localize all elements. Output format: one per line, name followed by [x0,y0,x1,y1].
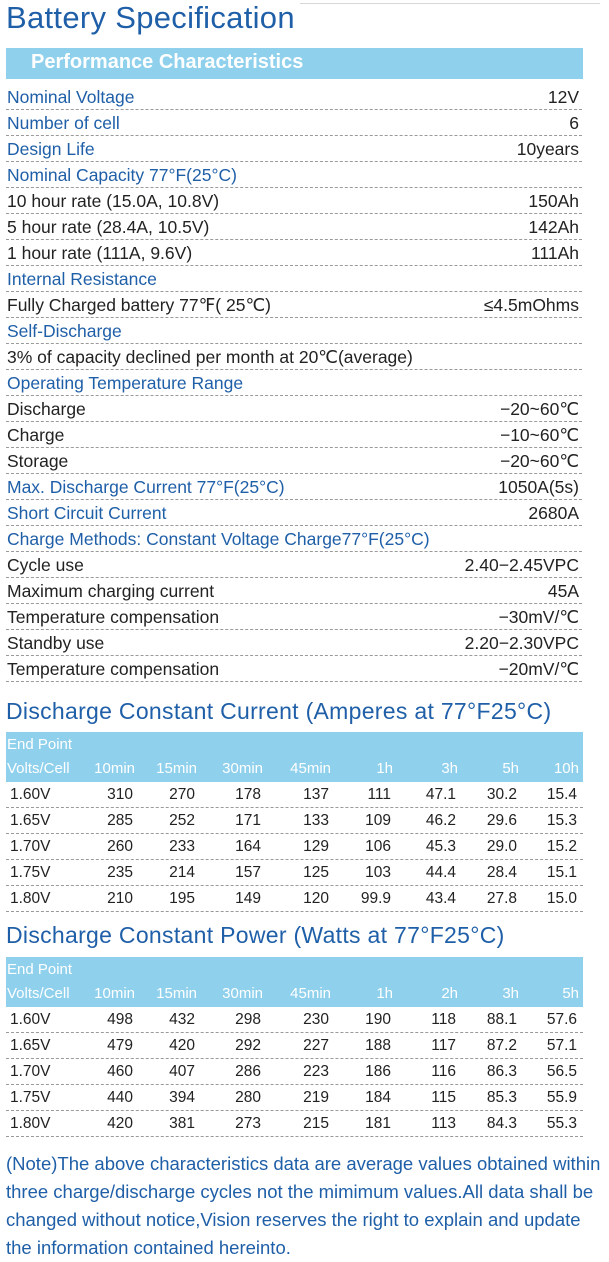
table-cell: 215 [303,1115,329,1132]
table-cell: 15.0 [546,890,577,907]
volts-cell: 1.65V [10,1037,51,1054]
column-header: 2h [441,985,458,1002]
table-cell: 85.3 [486,1089,517,1106]
spec-row [6,448,582,474]
table-row [6,1085,583,1111]
table-cell: 285 [107,812,133,829]
spec-row [6,552,582,578]
column-header: 15min [156,985,197,1002]
table-cell: 44.4 [425,864,456,881]
spec-row [6,630,582,656]
table-cell: 164 [235,838,261,855]
table-cell: 270 [169,786,195,803]
spec-label: Number of cell [7,113,120,133]
end-point-label: End Point [7,961,73,978]
table-cell: 27.8 [486,890,517,907]
spec-value: −20~60℃ [499,451,579,471]
table-cell: 103 [365,864,391,881]
table-cell: 260 [107,838,133,855]
end-point-label: End Point [7,736,73,753]
volts-cell: 1.65V [10,812,51,829]
table-cell: 45.3 [425,838,456,855]
table-cell: 29.6 [486,812,517,829]
spec-label: Temperature compensation [7,607,220,627]
spec-value: −20mV/℃ [498,659,579,679]
table-cell: 252 [169,812,195,829]
spec-value: 45A [547,581,579,601]
table-cell: 47.1 [425,786,456,803]
table-cell: 15.4 [546,786,577,803]
table-cell: 106 [365,838,391,855]
table-cell: 113 [431,1115,456,1132]
spec-row [6,214,582,240]
performance-band-label: Performance Characteristics [31,51,304,73]
table-cell: 115 [431,1089,456,1106]
table-cell: 498 [107,1011,133,1028]
spec-value: 1050A(5s) [498,477,579,497]
volts-cell: 1.80V [10,890,51,907]
spec-row [6,240,582,266]
spec-row [6,110,582,136]
table-cell: 129 [303,838,329,855]
table-cell: 120 [303,890,329,907]
table-cell: 420 [169,1037,195,1054]
table-cell: 56.5 [546,1063,577,1080]
table-cell: 214 [169,864,195,881]
table-row [6,1111,583,1137]
table-cell: 407 [169,1063,195,1080]
table-cell: 227 [303,1037,329,1054]
spec-value: 6 [569,113,579,133]
spec-value: 150Ah [528,191,579,211]
spec-value: −20~60℃ [499,399,579,419]
spec-row [6,500,582,526]
spec-label: Charge [7,425,65,445]
volts-cell: 1.60V [10,1011,51,1028]
page-title: Battery Specification [6,0,295,35]
column-header: 3h [441,760,458,777]
column-header: 45min [290,760,331,777]
table-cell: 87.2 [486,1037,517,1054]
spec-label: Operating Temperature Range [7,373,244,393]
table-cell: 137 [303,786,329,803]
table-cell: 210 [107,890,133,907]
column-header: 45min [290,985,331,1002]
spec-row [6,344,582,370]
spec-label: Max. Discharge Current 77°F(25°C) [7,477,285,497]
table-cell: 29.0 [486,838,517,855]
spec-row [6,656,582,682]
table-cell: 178 [235,786,261,803]
table-cell: 116 [431,1063,456,1080]
spec-row [6,188,582,214]
spec-label: Standby use [7,633,105,653]
table-cell: 117 [431,1037,456,1054]
table-row [6,1059,583,1085]
table-cell: 420 [107,1115,133,1132]
spec-row [6,162,582,188]
table-cell: 223 [303,1063,329,1080]
table-cell: 479 [107,1037,133,1054]
table-cell: 292 [235,1037,261,1054]
spec-label: Maximum charging current [7,581,215,601]
table-cell: 118 [431,1011,456,1028]
spec-row [6,292,582,318]
table-cell: 149 [235,890,261,907]
table-cell: 195 [169,890,195,907]
table-cell: 186 [365,1063,391,1080]
spec-label: Nominal Voltage [7,87,135,107]
volts-cell-label: Volts/Cell [7,985,70,1002]
spec-value: 111Ah [530,243,579,263]
spec-label: Self-Discharge [7,321,122,341]
table-cell: 230 [303,1011,329,1028]
spec-value: 12V [547,87,579,107]
table-row [6,1033,583,1059]
column-header: 10min [94,760,135,777]
table-row [6,1007,583,1033]
spec-label: Discharge [7,399,86,419]
spec-value: 10years [516,139,579,159]
column-header: 10min [94,985,135,1002]
column-header: 10h [553,760,579,777]
table-cell: 460 [107,1063,133,1080]
column-header: 5h [502,760,519,777]
spec-row [6,526,582,552]
performance-band [6,48,583,79]
spec-label: 10 hour rate (15.0A, 10.8V) [7,191,220,211]
spec-row [6,604,582,630]
table-cell: 381 [169,1115,195,1132]
table-cell: 15.1 [546,864,577,881]
spec-label: Nominal Capacity 77°F(25°C) [7,165,237,185]
table-cell: 233 [169,838,195,855]
table-cell: 190 [365,1011,391,1028]
table-cell: 57.1 [546,1037,577,1054]
table-header [6,957,583,1007]
table-cell: 15.2 [546,838,577,855]
table-cell: 109 [365,812,391,829]
table-cell: 273 [235,1115,261,1132]
spec-label: Fully Charged battery 77℉( 25℃) [7,295,271,315]
power-table-title: Discharge Constant Power (Watts at 77°F25°C) [6,922,505,948]
current-table-title: Discharge Constant Current (Amperes at 77°F25°C) [6,698,552,724]
table-cell: 55.3 [546,1115,577,1132]
column-header: 1h [376,760,393,777]
table-cell: 157 [235,864,261,881]
spec-label: 3% of capacity declined per month at 20℃(average) [7,347,413,367]
table-cell: 15.3 [546,812,577,829]
spec-value: 2.20−2.30VPC [464,633,579,653]
table-cell: 440 [107,1089,133,1106]
table-cell: 432 [169,1011,195,1028]
volts-cell: 1.70V [10,838,51,855]
table-row [6,886,583,912]
table-cell: 219 [303,1089,329,1106]
table-cell: 394 [169,1089,195,1106]
spec-value: −30mV/℃ [498,607,579,627]
column-header: 30min [222,985,263,1002]
spec-value: ≤4.5mOhms [483,295,579,315]
spec-label: Temperature compensation [7,659,220,679]
spec-row [6,84,582,110]
table-row [6,808,583,834]
spec-label: Cycle use [7,555,84,575]
spec-value: 2.40−2.45VPC [464,555,579,575]
table-cell: 84.3 [486,1115,517,1132]
spec-row [6,474,582,500]
column-header: 3h [502,985,519,1002]
spec-row [6,318,582,344]
table-row [6,782,583,808]
table-cell: 310 [107,786,133,803]
note-text: (Note)The above characteristics data are average values obtained within three charge/discharge cycles not the mimimum values.All data shall be changed without notice,Vision reserves the right to explain and update the information contained hereinto. [6,1153,601,1258]
table-cell: 181 [365,1115,391,1132]
spec-value: −10~60℃ [499,425,579,445]
table-cell: 171 [235,812,261,829]
table-cell: 298 [235,1011,261,1028]
table-cell: 55.9 [546,1089,577,1106]
table-cell: 57.6 [546,1011,577,1028]
spec-label: Design Life [7,139,95,159]
table-cell: 280 [235,1089,261,1106]
spec-label: Charge Methods: Constant Voltage Charge77°F(25°C) [7,529,430,549]
spec-row [6,136,582,162]
table-row [6,860,583,886]
table-cell: 184 [365,1089,391,1106]
top-divider [300,3,600,4]
volts-cell: 1.60V [10,786,51,803]
table-cell: 28.4 [486,864,517,881]
column-header: 15min [156,760,197,777]
table-row [6,834,583,860]
column-header: 5h [562,985,579,1002]
table-cell: 43.4 [425,890,456,907]
table-cell: 30.2 [486,786,517,803]
table-cell: 88.1 [486,1011,517,1028]
spec-value: 142Ah [528,217,579,237]
spec-value: 2680A [528,503,579,523]
spec-label: Short Circuit Current [7,503,167,523]
spec-list [6,84,582,682]
table-cell: 99.9 [360,890,391,907]
volts-cell: 1.70V [10,1063,51,1080]
table-cell: 125 [303,864,329,881]
volts-cell: 1.75V [10,1089,51,1106]
spec-label: 1 hour rate (111A, 9.6V) [7,243,193,263]
spec-label: 5 hour rate (28.4A, 10.5V) [7,217,210,237]
table-cell: 46.2 [425,812,456,829]
table-cell: 235 [107,864,133,881]
table-header [6,732,583,782]
table-cell: 86.3 [486,1063,517,1080]
table-cell: 286 [235,1063,261,1080]
volts-cell-label: Volts/Cell [7,760,70,777]
table-cell: 188 [365,1037,391,1054]
spec-row [6,396,582,422]
volts-cell: 1.80V [10,1115,51,1132]
spec-row [6,370,582,396]
column-header: 1h [376,985,393,1002]
column-header: 30min [222,760,263,777]
volts-cell: 1.75V [10,864,51,881]
table-cell: 133 [303,812,329,829]
spec-row [6,422,582,448]
spec-row [6,578,582,604]
spec-label: Internal Resistance [7,269,157,289]
table-cell: 111 [367,786,391,803]
spec-label: Storage [7,451,69,471]
spec-row [6,266,582,292]
